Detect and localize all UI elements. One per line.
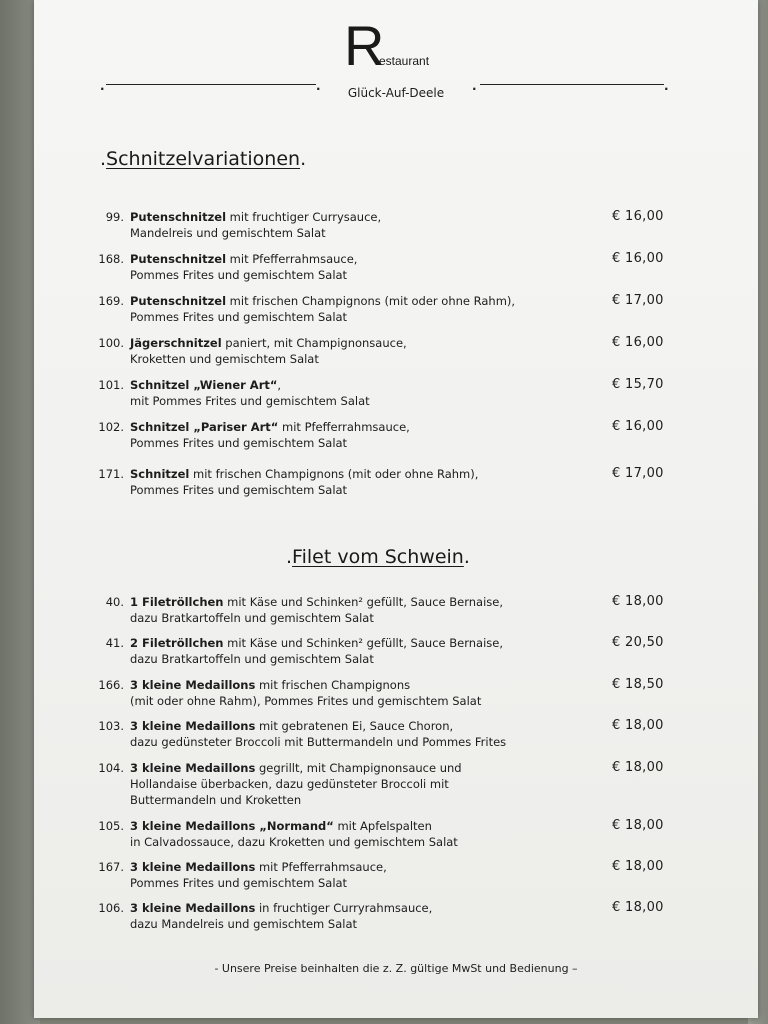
item-desc-line: Pommes Frites und gemischtem Salat (130, 268, 348, 282)
item-price: € 17,00 (612, 466, 664, 481)
item-price: € 16,00 (612, 209, 664, 224)
item-number: 168. (98, 252, 124, 266)
item-name: Schnitzel (130, 467, 190, 481)
item-desc-line: mit Käse und Schinken² gefüllt, Sauce Bernaise, (223, 595, 503, 609)
decor-dot: . (316, 79, 321, 93)
item-number: 40. (105, 595, 124, 609)
item-desc-line: in fruchtiger Curryrahmsauce, (255, 901, 433, 915)
item-price: € 17,00 (612, 293, 664, 308)
item-name: Putenschnitzel (130, 252, 227, 266)
item-desc-line: mit frischen Champignons (mit oder ohne Rahm), (189, 467, 479, 481)
footer-note: - Unsere Preise beinhalten die z. Z. gültige MwSt und Bedienung – (214, 962, 578, 975)
item-desc-line: mit gebratenen Ei, Sauce Choron, (255, 719, 454, 733)
header-rule-left (106, 84, 316, 85)
item-number: 105. (98, 819, 124, 833)
item-desc-line: Pommes Frites und gemischtem Salat (130, 436, 348, 450)
item-desc-line: dazu Mandelreis und gemischtem Salat (130, 917, 357, 931)
item-description (130, 293, 570, 325)
item-number: 102. (98, 420, 124, 434)
item-name: 3 kleine Medaillons (130, 719, 256, 733)
header-rule-right (480, 84, 664, 85)
item-description (130, 859, 600, 891)
item-name: 3 kleine Medaillons (130, 761, 256, 775)
item-name: 1 Filetröllchen (130, 595, 224, 609)
item-desc-line: Mandelreis und gemischtem Salat (130, 226, 326, 240)
item-number: 104. (98, 761, 124, 775)
item-desc-line: paniert, mit Champignonsauce, (221, 336, 407, 350)
item-name: Putenschnitzel (130, 294, 227, 308)
item-number: 166. (98, 678, 124, 692)
decor-dot: . (100, 79, 105, 93)
item-name: 3 kleine Medaillons „Normand“ (130, 819, 334, 833)
restaurant-name: Glück-Auf-Deele (347, 86, 445, 100)
item-price: € 15,70 (612, 377, 664, 392)
item-desc-line: mit frischen Champignons (mit oder ohne Rahm), (226, 294, 516, 308)
menu-header (34, 14, 758, 108)
item-name: Putenschnitzel (130, 210, 227, 224)
item-description (130, 635, 600, 667)
item-price: € 20,50 (612, 635, 664, 650)
item-description (130, 760, 600, 808)
item-desc-line: Pommes Frites und gemischtem Salat (130, 483, 348, 497)
item-desc-line: mit Apfelspalten (333, 819, 432, 833)
item-desc-line: Buttermandeln und Kroketten (130, 793, 302, 807)
item-name: Jägerschnitzel (130, 336, 222, 350)
menu-page (34, 0, 758, 1018)
item-name: 3 kleine Medaillons (130, 678, 256, 692)
item-desc-line: Pommes Frites und gemischtem Salat (130, 310, 348, 324)
item-name: Schnitzel „Wiener Art“ (130, 378, 278, 392)
item-desc-line: mit Pfefferrahmsauce, (226, 252, 358, 266)
item-number: 100. (98, 336, 124, 350)
item-name: Schnitzel „Pariser Art“ (130, 420, 279, 434)
section-title-filet: .Filet vom Schwein. (286, 546, 470, 568)
item-price: € 18,00 (612, 718, 664, 733)
item-number: 167. (98, 860, 124, 874)
item-description (130, 718, 600, 750)
item-price: € 18,00 (612, 818, 664, 833)
item-name: 2 Filetröllchen (130, 636, 224, 650)
item-description (130, 677, 600, 709)
item-price: € 18,00 (612, 760, 664, 775)
item-description (130, 900, 600, 932)
item-price: € 16,00 (612, 335, 664, 350)
item-desc-line: (mit oder ohne Rahm), Pommes Frites und gemischtem Salat (130, 694, 482, 708)
item-desc-line: mit frischen Champignons (255, 678, 411, 692)
item-number: 169. (98, 294, 124, 308)
item-description (130, 818, 600, 850)
item-number: 101. (98, 378, 124, 392)
item-description (130, 594, 600, 626)
item-desc-line: Kroketten und gemischtem Salat (130, 352, 319, 366)
item-desc-line: mit Pommes Frites und gemischtem Salat (130, 394, 370, 408)
item-price: € 18,00 (612, 900, 664, 915)
item-description (130, 466, 570, 498)
item-desc-line: mit fruchtiger Currysauce, (226, 210, 382, 224)
item-price: € 16,00 (612, 419, 664, 434)
item-price: € 18,50 (612, 677, 664, 692)
item-description (130, 209, 570, 241)
item-desc-line: Pommes Frites und gemischtem Salat (130, 876, 348, 890)
item-description (130, 335, 570, 367)
item-desc-line: gegrillt, mit Champignonsauce und (255, 761, 462, 775)
logo-text: estaurant (379, 54, 430, 68)
item-number: 99. (105, 210, 124, 224)
item-desc-line: mit Pfefferrahmsauce, (278, 420, 410, 434)
item-description (130, 377, 570, 409)
section-title-schnitzel: .Schnitzelvariationen. (100, 148, 307, 170)
decor-dot: . (472, 79, 477, 93)
item-number: 106. (98, 901, 124, 915)
item-number: 41. (105, 636, 124, 650)
logo-letter: R (344, 14, 385, 77)
item-number: 103. (98, 719, 124, 733)
item-desc-line: dazu gedünsteter Broccoli mit Buttermandeln und Pommes Frites (130, 735, 507, 749)
item-price: € 18,00 (612, 859, 664, 874)
item-description (130, 419, 570, 451)
item-name: 3 kleine Medaillons (130, 901, 256, 915)
item-name: 3 kleine Medaillons (130, 860, 256, 874)
item-desc-line: dazu Bratkartoffeln und gemischtem Salat (130, 611, 374, 625)
item-description (130, 251, 570, 283)
decor-dot: . (664, 79, 669, 93)
item-desc-line: , (277, 378, 282, 392)
item-desc-line: mit Käse und Schinken² gefüllt, Sauce Bernaise, (223, 636, 503, 650)
item-number: 171. (98, 467, 124, 481)
item-desc-line: in Calvadossauce, dazu Kroketten und gemischtem Salat (130, 835, 458, 849)
item-price: € 16,00 (612, 251, 664, 266)
item-desc-line: mit Pfefferrahmsauce, (255, 860, 387, 874)
item-price: € 18,00 (612, 594, 664, 609)
item-desc-line: dazu Bratkartoffeln und gemischtem Salat (130, 652, 374, 666)
item-desc-line: Hollandaise überbacken, dazu gedünsteter Broccoli mit (130, 777, 449, 791)
